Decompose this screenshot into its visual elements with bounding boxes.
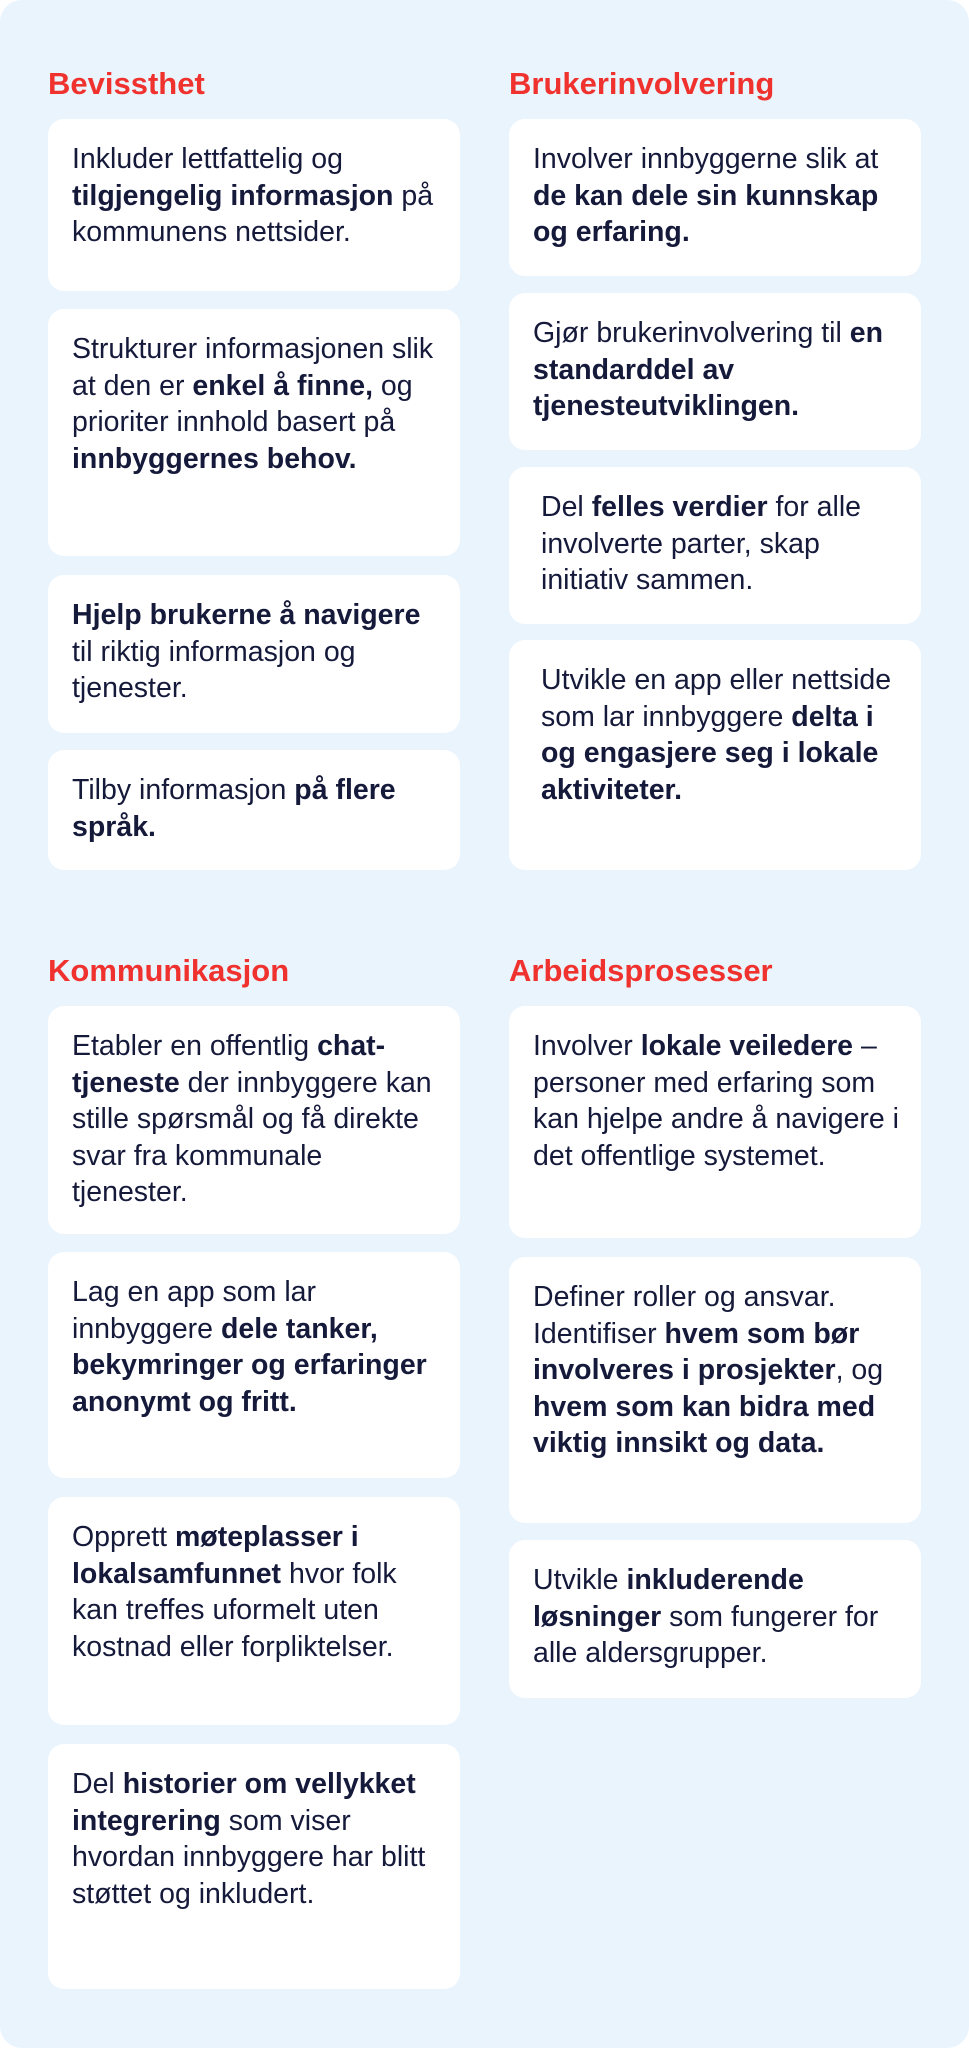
section-arbeidsprosesser <box>509 951 921 1701</box>
tip-text-bold: hvem som kan bidra med viktig innsikt og data. <box>533 1390 876 1459</box>
tip-card <box>509 467 921 624</box>
tip-text-bold: historier om vellykket integrering <box>72 1768 416 1837</box>
section-bevissthet <box>48 64 460 874</box>
tip-text: Lag en app som lar innbyggere <box>72 1276 316 1345</box>
section-heading: Brukerinvolvering <box>509 66 775 101</box>
tip-card <box>48 1252 460 1478</box>
tip-text-bold: dele tanker, bekymringer og erfaringer anonymt og fritt. <box>72 1312 427 1418</box>
tip-text-bold: Hjelp brukerne å navigere <box>72 599 421 631</box>
tip-card <box>48 575 460 733</box>
tip-text: som fungerer for alle aldersgrupper. <box>533 1600 879 1669</box>
section-brukerinvolvering <box>509 64 921 874</box>
tip-text: Utvikle <box>533 1564 627 1596</box>
tip-text-bold: delta i og engasjere seg i lokale aktiviteter. <box>541 700 879 806</box>
tip-text: som viser hvordan innbyggere har blitt støttet og inkludert. <box>72 1804 426 1910</box>
tip-card <box>509 293 921 450</box>
section-heading: Bevissthet <box>48 66 205 101</box>
tip-card <box>48 1497 460 1725</box>
tip-text: Utvikle en app eller nettside som lar innbyggere <box>541 664 892 733</box>
tip-text: Opprett <box>72 1521 175 1553</box>
tip-text: Involver <box>533 1030 641 1062</box>
tip-text-bold: lokale veiledere <box>640 1030 854 1062</box>
tip-card <box>48 119 460 291</box>
tip-text: til riktig informasjon og tjenester. <box>72 635 356 704</box>
tip-text-bold: hvem som bør involveres i prosjekter <box>533 1317 860 1386</box>
tip-text: Gjør brukerinvolvering til <box>533 317 850 349</box>
tip-card <box>509 119 921 276</box>
tip-text-bold: møteplasser i lokalsamfunnet <box>72 1521 359 1590</box>
tip-text: og prioriter innhold basert på <box>72 369 413 438</box>
tip-text-bold: enkel å finne, <box>192 369 373 402</box>
tip-card <box>48 1006 460 1234</box>
tip-text-bold: en standarddel av tjenesteutviklingen. <box>533 317 884 422</box>
tip-text: Del <box>72 1768 123 1800</box>
tip-card <box>48 1744 460 1989</box>
tip-card <box>48 750 460 870</box>
tip-text: , og <box>835 1354 884 1386</box>
tip-card <box>509 1257 921 1523</box>
tip-text: Del <box>541 491 592 523</box>
section-kommunikasjon <box>48 951 460 1991</box>
tip-text: Strukturer informasjonen slik at den er <box>72 333 434 402</box>
tip-text: hvor folk kan treffes uformelt uten kostnad eller forpliktelser. <box>72 1557 397 1663</box>
section-heading: Arbeidsprosesser <box>509 953 773 988</box>
tip-text: Involver innbyggerne slik at <box>533 143 879 175</box>
tip-text: Definer roller og ansvar. Identifiser <box>533 1281 836 1350</box>
tip-text-bold: innbyggernes behov. <box>72 442 357 475</box>
section-heading: Kommunikasjon <box>48 953 290 988</box>
tip-text-bold: felles verdier <box>591 491 768 523</box>
tip-text: Inkluder lettfattelig og <box>72 143 343 175</box>
tip-text-bold: de kan dele sin kunnskap og erfaring. <box>533 179 879 248</box>
tip-text-bold: inkluderende løsninger <box>533 1564 804 1633</box>
tip-card <box>48 309 460 556</box>
tip-text: Etabler en offentlig <box>72 1030 318 1062</box>
tip-text-bold: chat-tjeneste <box>72 1030 386 1099</box>
tip-text-bold: på flere språk. <box>72 774 396 843</box>
tip-text: – personer med erfaring som kan hjelpe andre å navigere i det offentlige systemet. <box>533 1030 900 1172</box>
tip-text: der innbyggere kan stille spørsmål og få direkte svar fra kommunale tjenester. <box>72 1066 432 1208</box>
tip-text: Tilby informasjon <box>72 774 295 806</box>
tip-text: for alle involverte parter, skap initiativ sammen. <box>541 491 862 596</box>
tip-card <box>509 1006 921 1238</box>
tip-text-bold: tilgjengelig informasjon <box>72 179 394 212</box>
tip-text: på kommunens nettsider. <box>72 179 434 248</box>
tip-card <box>509 640 921 870</box>
tip-card <box>509 1540 921 1698</box>
